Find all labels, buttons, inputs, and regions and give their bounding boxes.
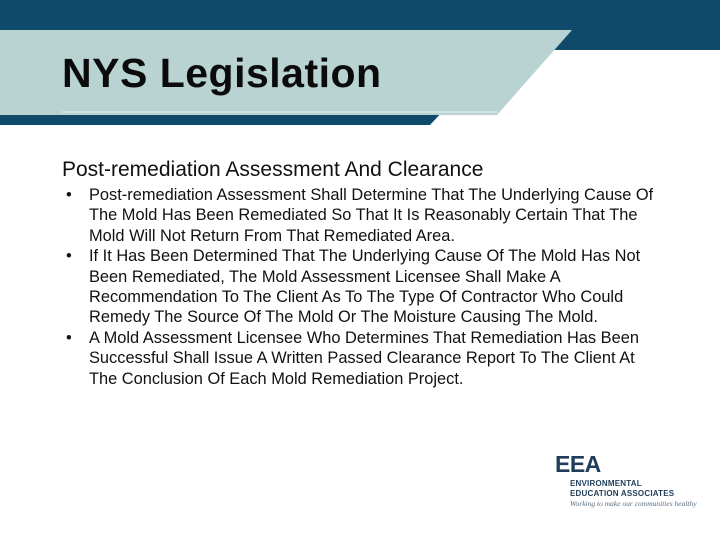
company-logo: [553, 450, 703, 512]
bullet-list: [62, 185, 662, 389]
slide-subtitle: Post-remediation Assessment And Clearance: [62, 158, 484, 181]
bullet-item: [62, 328, 662, 389]
logo-name-line2: EDUCATION ASSOCIATES: [570, 489, 675, 498]
logo-name-line1: ENVIRONMENTAL: [570, 479, 642, 488]
logo-tagline: Working to make our communities healthy: [570, 499, 697, 508]
logo-mark: EEA: [555, 451, 601, 477]
bullet-item: [62, 246, 662, 328]
bullet-marker: •: [66, 328, 72, 347]
bullet-text: A Mold Assessment Licensee Who Determines That Remediation Has Been Successful Shall Issue A Written Passed Clearance Report To The Client At The Conclusion Of Each Mold Remediation Project.: [89, 328, 639, 388]
bullet-text: Post-remediation Assessment Shall Determine That The Underlying Cause Of The Mold Has Been Remediated So That It Is Reasonably Certain That The Mold Will Not Return From That Remediated Area.: [89, 186, 654, 245]
bullet-item: [62, 185, 662, 246]
bullet-marker: •: [66, 247, 72, 266]
bullet-marker: •: [66, 186, 72, 204]
bullet-text: If It Has Been Determined That The Underlying Cause Of The Mold Has Not Been Remediated, The Mold Assessment Licensee Shall Make A Recommendation To The Client As To The Type Of Contractor Who Could Remedy The Source Of The Mold Or The Moisture Causing The Mold.: [89, 247, 641, 327]
slide-title: NYS Legislation: [62, 50, 382, 96]
